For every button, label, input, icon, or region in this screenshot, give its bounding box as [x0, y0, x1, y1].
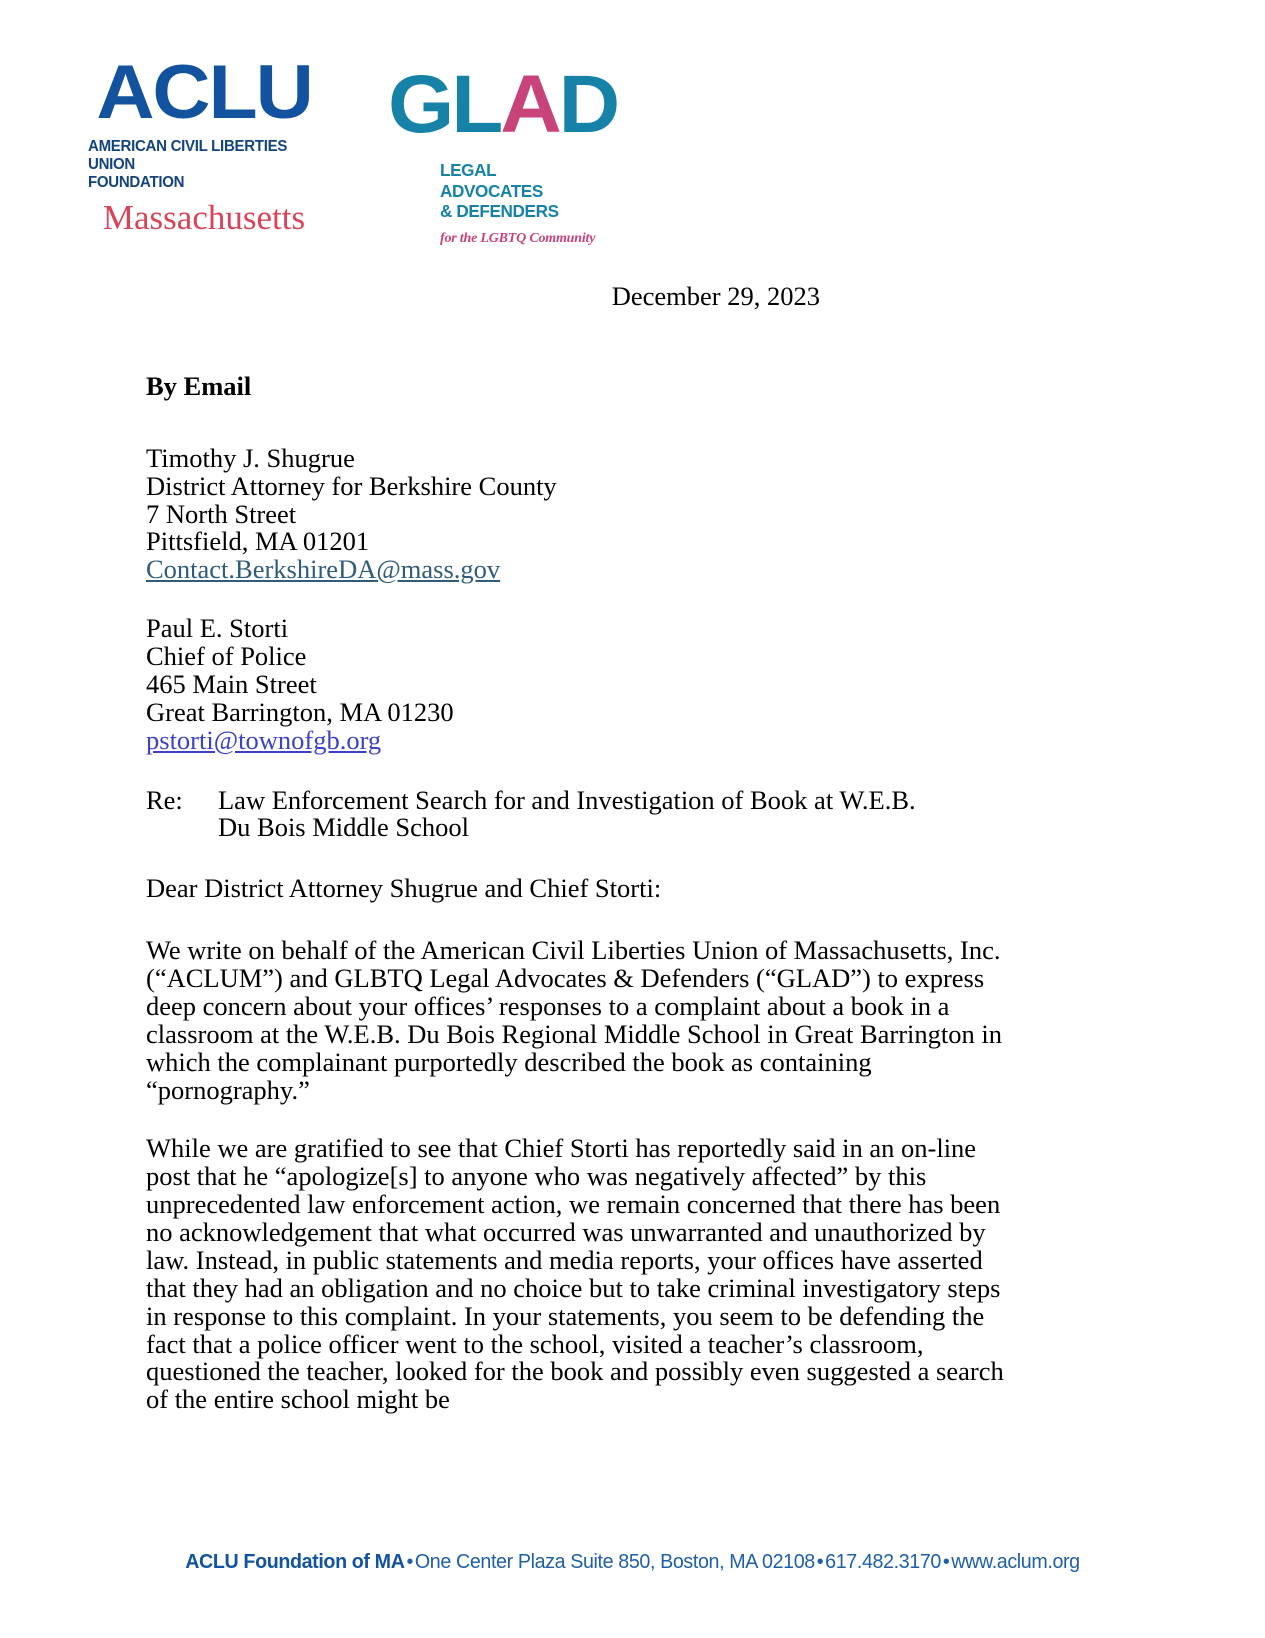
- recipient-1-title: District Attorney for Berkshire County: [146, 470, 557, 501]
- glad-subtitle-line2: & DEFENDERS: [440, 201, 559, 222]
- footer-website[interactable]: www.aclum.org: [951, 1550, 1080, 1573]
- recipient-2-title: Chief of Police: [146, 641, 307, 671]
- glad-wordmark-a: A: [500, 59, 559, 150]
- letter-body: [146, 283, 1006, 1414]
- footer-phone: 617.482.3170: [825, 1550, 941, 1573]
- body-paragraph-2: While we are gratified to see that Chief Storti has reportedly said in an on-line post that he “apologize[s] to anyone who was negatively affected” by this unprecedented law enforcement action, we remain concerned that there has been no acknowledgement that what occurred was unwarranted and unauthorized by law. Instead, in public statements and media reports, your offices have asserted that they had an obligation and no choice but to take criminal investigatory steps in response to this complaint. In your statements, you seem to be defending the fact that a police officer went to the school, visited a teacher’s classroom, questioned the teacher, looked for the book and possibly even suggested a search of the entire school might be: [146, 1133, 1004, 1415]
- recipient-2-name: Paul E. Storti: [146, 613, 289, 644]
- glad-subtitle: [440, 160, 600, 222]
- recipient-2-city-state-zip: Great Barrington, MA 01230: [146, 696, 454, 727]
- subject-text: Law Enforcement Search for and Investigation of Book at W.E.B. Du Bois Middle School: [218, 784, 916, 843]
- aclu-affiliate-name: Massachusetts: [102, 197, 306, 237]
- recipient-2-email-link[interactable]: pstorti@townofgb.org: [146, 724, 382, 755]
- letter-date: December 29, 2023: [611, 281, 820, 311]
- recipient-1-city-state-zip: Pittsfield, MA 01201: [146, 526, 370, 557]
- glad-wordmark-gl: GL: [388, 59, 501, 150]
- recipient-2-street: 465 Main Street: [146, 668, 317, 699]
- aclu-subtitle: [88, 138, 313, 192]
- page-footer: [25, 1550, 1239, 1574]
- glad-logo: [388, 58, 618, 247]
- recipient-block-1: [146, 442, 1006, 585]
- recipient-1-name: Timothy J. Shugrue: [146, 442, 355, 473]
- footer-separator-2: •: [816, 1550, 824, 1573]
- footer-separator-1: •: [406, 1550, 413, 1573]
- subject-label: Re:: [146, 784, 183, 815]
- glad-tagline: for the LGBTQ Community: [440, 230, 596, 246]
- subject-line: [146, 784, 1006, 843]
- delivery-method: By Email: [146, 370, 252, 401]
- salutation: Dear District Attorney Shugrue and Chief Storti:: [146, 873, 662, 904]
- body-paragraph-1: We write on behalf of the American Civil Liberties Union of Massachusetts, Inc. (“ACLUM”) and GLBTQ Legal Advocates & Defenders (“GLAD”) to express deep concern about your offices’ responses to a complaint about a book in a classroom at the W.E.B. Du Bois Regional Middle School in Great Barrington in which the complainant purportedly described the book as containing “pornography.”: [146, 935, 1002, 1105]
- aclu-wordmark: ACLU: [96, 50, 312, 135]
- recipient-1-email-link[interactable]: Contact.BerkshireDA@mass.gov: [146, 554, 501, 585]
- glad-wordmark-d: D: [558, 59, 618, 150]
- recipient-1-street: 7 North Street: [146, 498, 297, 529]
- glad-wordmark: [388, 59, 618, 150]
- aclu-subtitle-line2: FOUNDATION: [88, 173, 185, 191]
- aclu-subtitle-line1: AMERICAN CIVIL LIBERTIES UNION: [88, 137, 288, 173]
- footer-org: ACLU Foundation of MA: [185, 1550, 405, 1573]
- footer-separator-3: •: [942, 1550, 950, 1573]
- footer-address: One Center Plaza Suite 850, Boston, MA 02108: [414, 1550, 815, 1573]
- aclu-logo: [88, 50, 320, 237]
- letterhead: [88, 50, 618, 247]
- glad-subtitle-line1: LEGAL ADVOCATES: [440, 159, 543, 201]
- recipient-block-2: [146, 615, 1006, 754]
